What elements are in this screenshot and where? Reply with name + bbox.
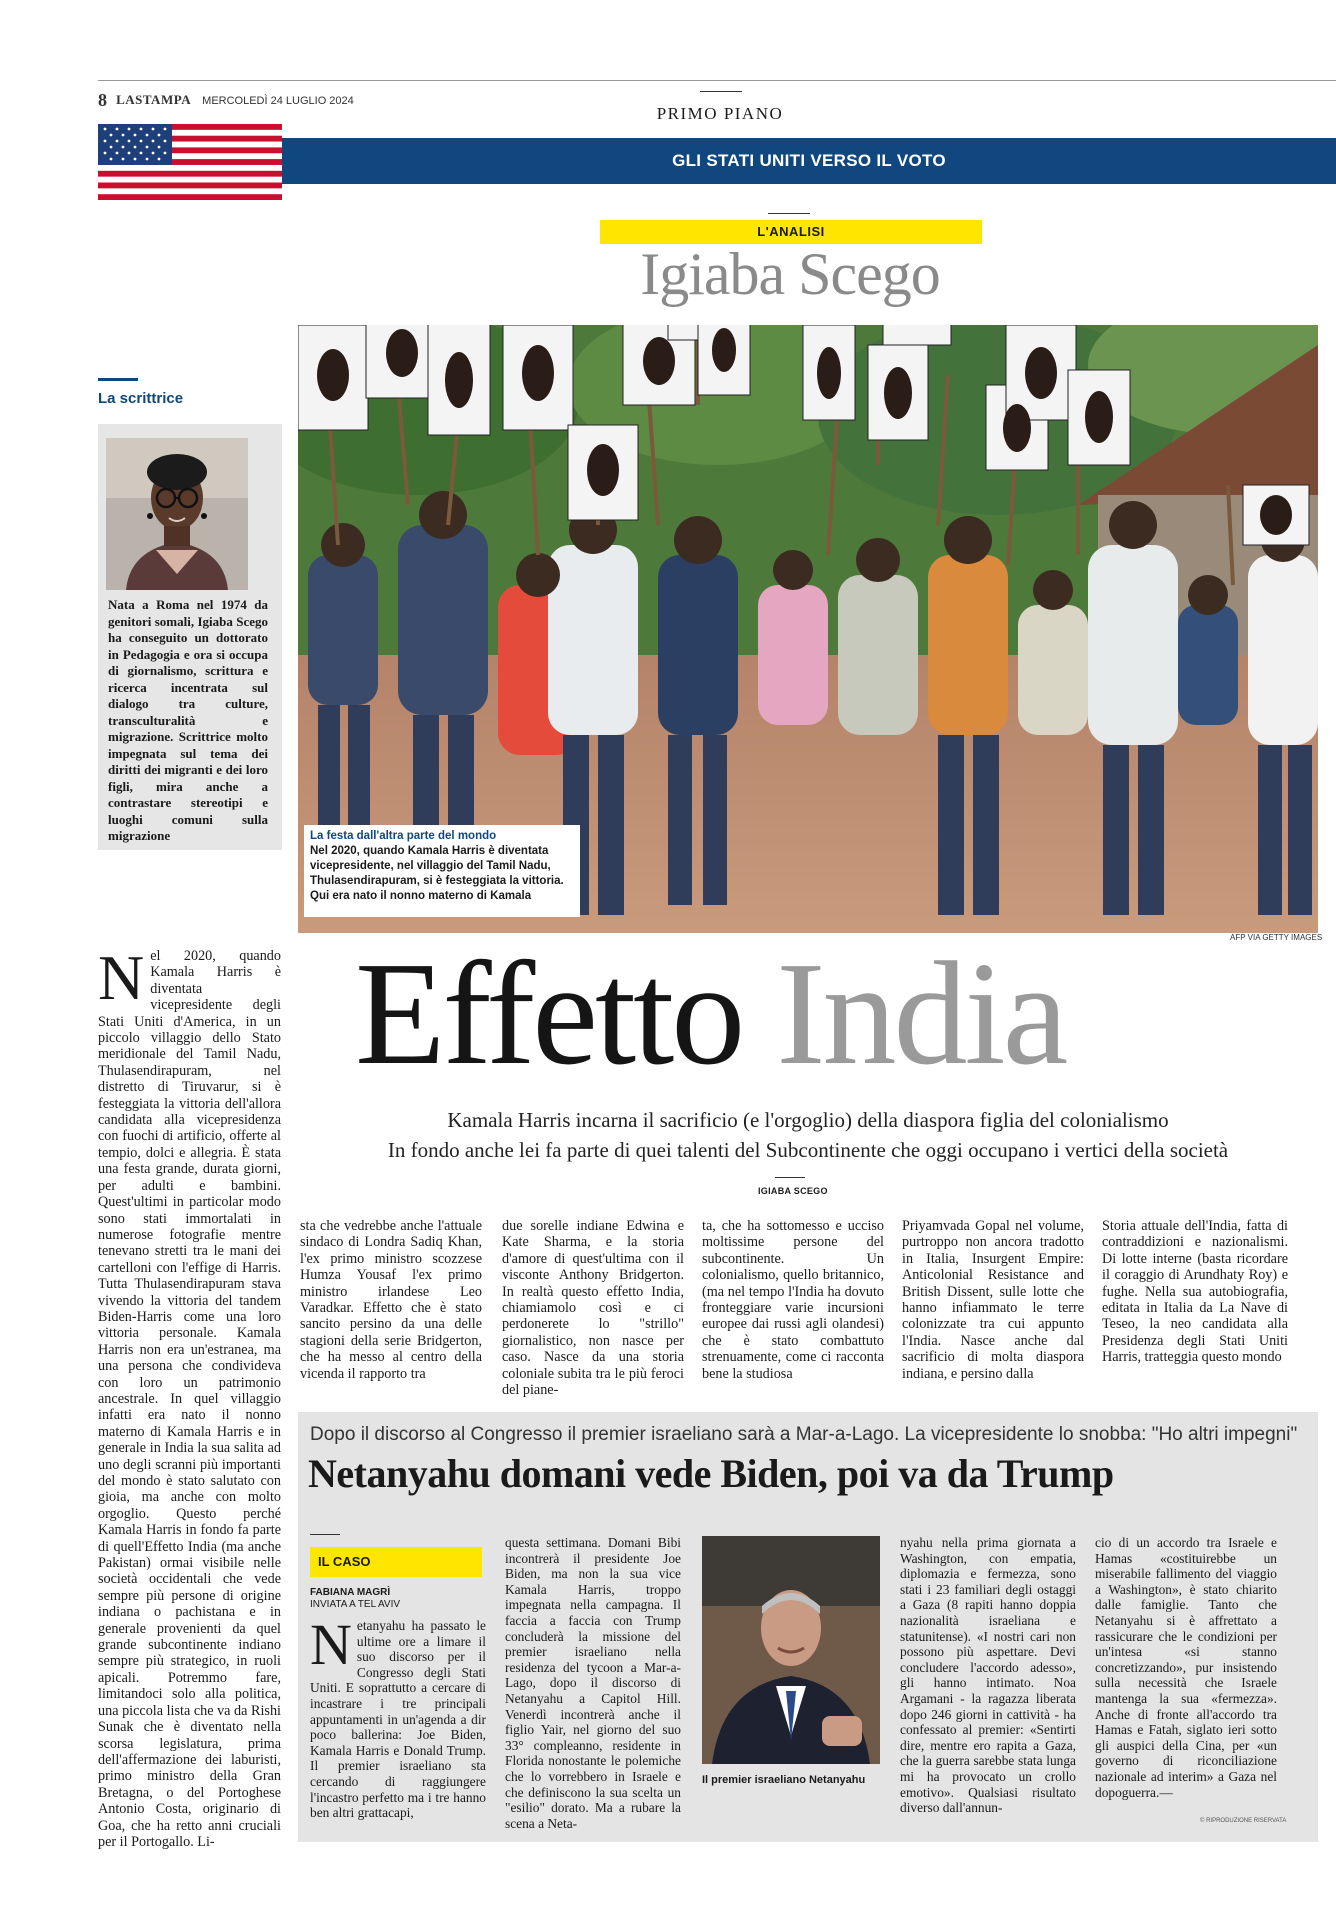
copyright-note: © RIPRODUZIONE RISERVATA: [1200, 1818, 1287, 1824]
article-column-3: due sorelle indiane Edwina e Kate Sharma, e la storia d'amore di quest'ultima con il visconte Anthony Bridgerton. In realtà questo effetto India, chiamiamolo così e ci perdonerete lo "strillo" giornalistico, non nasce per caso. Nasce da una storia coloniale subita tra le più feroci del piane-: [502, 1218, 684, 1399]
article-column-5: Priyamvada Gopal nel volume, purtroppo non ancora tradotto in Italia, Insurgent Empire: Anticolonial Resistance and British Dissent, sulle lotte che hanno infiammato le terre colonizzate tra cui appunto l'India. Nasce anche dal sacrificio di molta diaspora indiana, e persino dalla: [902, 1218, 1084, 1382]
box-column-4: cio di un accordo tra Israele e Hamas «costituirebbe un miserabile fallimento del viaggio a Washington», è stato chiarito dalle famiglie. Tanto che Netanyahu si è affrettato a rassicurare che le condizioni per un'intesa «si stanno concretizzando», pur insistendo sulla necessità che Israele mantenga la sua «fermezza». Anche di fronte all'accordo tra Hamas e Fatah, siglato ieri sotto gli auspici della Cina, per «un governo di riconciliazione nazionale ad interim» a Gaza nel dopoguerra.—: [1095, 1535, 1277, 1800]
box-column-1: [310, 1612, 486, 1821]
box-tag: IL CASO: [310, 1547, 482, 1577]
deck-line-2: In fondo anche lei fa parte di quei talenti del Subcontinente che oggi occupano i vertici della società: [387, 1138, 1229, 1162]
section-band: [282, 138, 1336, 184]
newspaper-name: LASTAMPA: [116, 92, 192, 107]
dropcap: N: [98, 942, 145, 1013]
box-kicker: Dopo il discorso al Congresso il premier israeliano sarà a Mar-a-Lago. La vicepresidente lo snobba: "Ho altri impegni": [310, 1424, 1298, 1445]
page-header: [98, 90, 354, 111]
box-column-1-text: etanyahu ha passato le ultime ore a limare il suo discorso per il Congresso degli Stati Uniti. E soprattutto a cercare di incastrare i tre principali appuntamenti in un'agenda a dir poco ballerina: Joe Biden, Kamala Harris e Donald Trump. Il premier israeliano sta cercando di raggiungere l'incastro perfetto ma i tre hanno ben altri grattacapi,: [310, 1618, 486, 1821]
photo-credit: AFP VIA GETTY IMAGES: [1230, 933, 1323, 942]
section-title: PRIMO PIANO: [656, 104, 784, 123]
byline-rule: [775, 1177, 805, 1178]
author-portrait: [106, 438, 248, 590]
column-1-text: el 2020, quando Kamala Harris è diventata vicepresidente degli Stati Uniti d'America, in un piccolo villaggio dello Stato meridionale del Tamil Nadu, Thulasendirapuram, nel distretto di Tiruvarur, si è festeggiata la vittoria dell'allora candidata alla vicepresidenza con fuochi di artificio, offerte al tempio, dolci e allegria. È stata una festa grande, durata giorni, per adulti e bambini. Quest'ultimi in particolar modo sono stati immortalati in numerose fotografie mentre tenevano stretti tra le mani dei cartelloni con l'effige di Harris. Tutta Thulasendirapuram stava vivendo la vittoria del tandem Biden-Harris come una loro vittoria personale. Kamala Harris non era un'estranea, ma una persona che condivideva con loro un patrimonio ancestrale. In quel villaggio infatti era nato il nonno materno di Kamala Harris e in generale in India la sua salita ad uno degli scranni più importanti del mondo è stato salutato con gioia, ma anche con molto orgoglio. Questo perché Kamala Harris in fondo fa parte di quell'Effetto India (ma anche Pakistan) ormai visibile nelle società occidentali che vede sempre più persone di origine indiana o pachistana e in generale provenienti da quel grande subcontinente indiano sempre più strategico, in ruoli apicali. Potremmo fare, limitandoci solo alla politica, una piccola lista che va da Rishi Sunak che è diventato nella scorsa legislatura, prima dell'affermazione dei laburisti, primo ministro della Gran Bretagna, o del Portoghese Antonio Costa, originario di Goa, che ha retto anni cruciali per il Portogallo. Li-: [98, 948, 281, 1850]
article-column-4: ta, che ha sottomesso e ucciso moltissime persone del subcontinente. Un colonialismo, quello britannico, (ma nel tempo l'India ha dovuto fronteggiare varie incursioni europee dai russi agli olandesi) che è stato combattuto strenuamente, come ci racconta bene la studiosa: [702, 1218, 884, 1382]
article-column-6: Storia attuale dell'India, fatta di contraddizioni e nazionalismi. Di lotte interne (basta ricordare il coraggio di Arundhaty Roy) e fughe. Nella sua autobiografia, editata in Italia da La Nave di Teseo, la neo candidata alla Presidenza degli Stati Uniti Harris, tratteggia questo mondo: [1102, 1218, 1288, 1366]
section-band-label: GLI STATI UNITI VERSO IL VOTO: [672, 151, 946, 170]
author-name-large: Igiaba Scego: [640, 241, 940, 307]
box-dropcap: N: [310, 1612, 352, 1677]
sidebar-bio: Nata a Roma nel 1974 da genitori somali, Igiaba Scego ha conseguito un dottorato in Pedagogia e ora si occupa di giornalismo, scrittura e ricerca incentrata sul dialogo tra culture, transculturalità e migrazione. Scrittrice molto impegnata sul tema dei diritti dei migranti e dei loro figli, mira anche a contrastare stereotipi e luoghi comuni sulla migrazione: [108, 597, 268, 843]
photo-caption: [304, 825, 580, 917]
analysis-tag: L'ANALISI: [600, 220, 982, 244]
sidebar-rule: [98, 378, 138, 381]
box-column-3: nyahu nella prima giornata a Washington, con empatia, diplomazia e fermezza, sono stati i 23 familiari degli ostaggi a Gaza (8 rapiti hanno doppia nazionalità israeliana e statunitense). «I nostri cari non possono più aspettare. Devi concludere l'accordo adesso», gli hanno intimato. Noa Argamani - la ragazza liberata dopo 246 giorni in cattività - ha confessato al premier: «Sentirti dire, mentre ero rapita a Gaza, che la guerra sarebbe stata lunga mi ha provocato un crollo emotivo». Qualsiasi risultato diverso dall'annun-: [900, 1535, 1076, 1816]
photo-caption-body: Nel 2020, quando Kamala Harris è diventata vicepresidente, nel villaggio del Tamil Nadu, Thulasendirapuram, si è festeggiata la vittoria. Qui era nato il nonno materno di Kamala: [310, 845, 564, 902]
issue-date: MERCOLEDÌ 24 LUGLIO 2024: [202, 95, 354, 107]
article-deck: [288, 1105, 1328, 1165]
headline-word-india: India: [776, 932, 1066, 1096]
box-author-name: FABIANA MAGRÌ: [310, 1587, 391, 1598]
sidebar-title: La scrittrice: [98, 390, 184, 407]
article-column-1: [98, 942, 281, 1850]
netanyahu-photo-caption: Il premier israeliano Netanyahu: [702, 1774, 866, 1786]
analysis-rule: [768, 213, 810, 214]
article-column-2: sta che vedrebbe anche l'attuale sindaco di Londra Sadiq Khan, l'ex primo ministro scozzese Humza Yousaf l'ex primo ministro irlandese Leo Varadkar. Effetto che è stato sancito persino da una delle stagioni della serie Bridgerton, che ha messo al centro della vicenda il rapporto tra: [300, 1218, 482, 1382]
us-flag-icon: [98, 124, 282, 200]
article-headline: [355, 932, 1066, 1096]
box-author-role: INVIATA A TEL AVIV: [310, 1599, 401, 1610]
box-author: [310, 1587, 400, 1611]
section-rule: [700, 91, 742, 92]
box-column-2: questa settimana. Domani Bibi incontrerà il presidente Joe Biden, ma non la sua vice Kamala Harris, troppo impegnata nella campagna. Il faccia a faccia con Trump concluderà la missione del premier israeliano nella residenza del tycoon a Mar-a-Lago, dopo il discorso di Netanyahu a Capitol Hill. Venerdì incontrerà anche il figlio Yair, nel giorno del suo 33° compleanno, residente in Florida nonostante le polemiche che lo vorrebbero in Israele e che definiscono la sua scelta un "esilio" dorato. Ma a rubare la scena a Neta-: [505, 1535, 681, 1831]
photo-caption-title: La festa dall'altra parte del mondo: [310, 830, 497, 842]
box-headline: Netanyahu domani vede Biden, poi va da Trump: [308, 1451, 1114, 1496]
caso-rule: [310, 1534, 340, 1535]
top-rule: [98, 80, 1336, 81]
deck-line-1: Kamala Harris incarna il sacrificio (e l'orgoglio) della diaspora figlia del colonialismo: [447, 1108, 1169, 1132]
netanyahu-photo: [702, 1536, 880, 1764]
headline-word-effetto: Effetto: [355, 932, 743, 1096]
page-number: 8: [98, 90, 107, 110]
article-byline: IGIABA SCEGO: [758, 1186, 828, 1196]
